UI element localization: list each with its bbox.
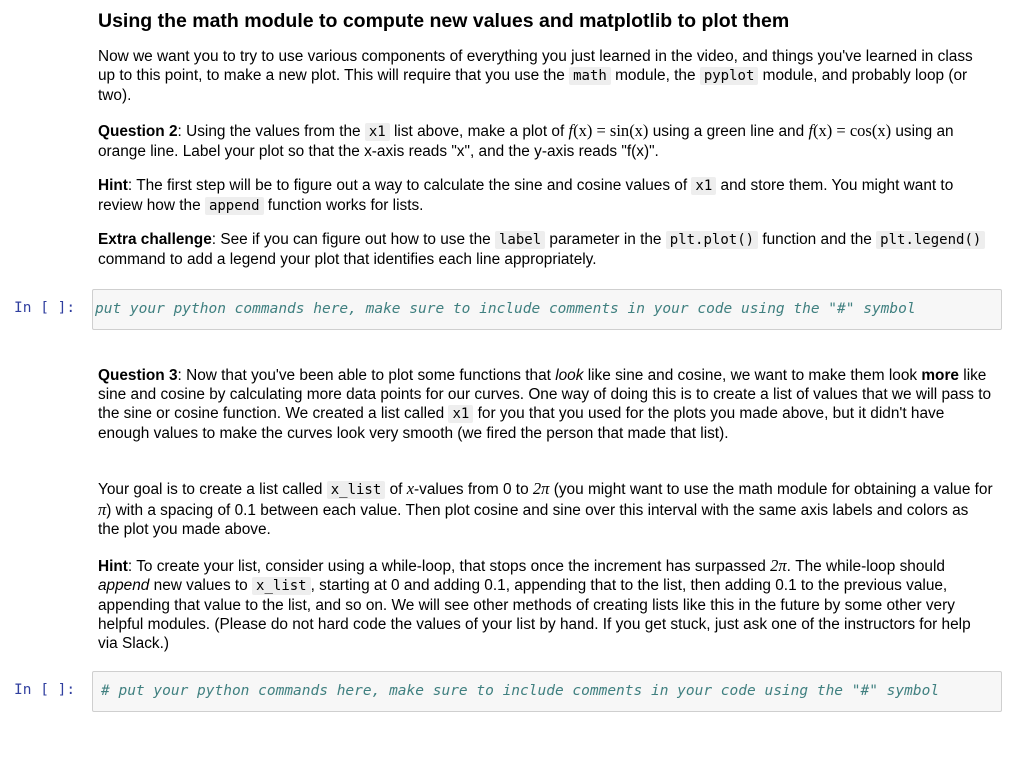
code-cell-1-text[interactable]: put your python commands here, make sure to include comments in your code using the "#" symbol bbox=[95, 301, 916, 317]
inline-code-x-list: x_list bbox=[327, 481, 386, 499]
hint1-text-2: and store them. You might want to review how the bbox=[98, 177, 954, 214]
math-2pi: 2π bbox=[770, 556, 787, 575]
question-3-label: Question 3 bbox=[98, 367, 178, 384]
question-2-label: Question 2 bbox=[98, 123, 178, 140]
code-cell-2-text[interactable]: # put your python commands here, make sure to include comments in your code using the "#" symbol bbox=[101, 683, 940, 699]
q2-text-3: using a green line and bbox=[648, 123, 809, 140]
goal-text-2: of bbox=[385, 481, 407, 498]
q3-text-4: for you that you used for the plots you made above, but it didn't have enough values to make the curves look very smooth (we fired the person that made that list). bbox=[98, 405, 945, 442]
formula-cos: f(x) = cos(x) bbox=[808, 121, 892, 140]
inline-code-x1: x1 bbox=[691, 177, 716, 195]
hint2-text-4: , starting at 0 and adding 0.1, appending that to the list, then adding 0.1 to the previous value, appending that value to the list, and so on. We will see other methods of creating lists like this in the future by some other very helpful modules. (Please do not hard code the values of your list by hand. If you get stuck, just ask one of the instructors for help via Slack.) bbox=[98, 577, 971, 652]
inline-code-pyplot: pyplot bbox=[700, 67, 759, 85]
inline-code-plt-legend: plt.legend() bbox=[876, 231, 985, 249]
inline-code-x-list: x_list bbox=[252, 577, 311, 595]
inline-code-label: label bbox=[495, 231, 545, 249]
intro-text-2: module, the bbox=[610, 67, 700, 84]
goal-text-5: ) with a spacing of 0.1 between each value. Then plot cosine and sine over this interval with the same axis labels and colors as the plot you made above. bbox=[98, 502, 969, 538]
inline-code-append: append bbox=[205, 197, 264, 215]
math-x: x bbox=[406, 479, 415, 498]
section-title: Using the math module to compute new values and matplotlib to plot them bbox=[98, 10, 790, 32]
question-3-paragraph bbox=[98, 366, 993, 443]
hint-1-label: Hint bbox=[98, 177, 128, 194]
goal-paragraph bbox=[98, 479, 993, 539]
hint-2-label: Hint bbox=[98, 558, 128, 575]
hint-2-paragraph bbox=[98, 556, 993, 653]
math-pi: π bbox=[98, 500, 107, 519]
q2-text-1: : Using the values from the bbox=[177, 123, 365, 140]
hint-1-paragraph bbox=[98, 176, 993, 216]
goal-text-4: (you might want to use the math module for obtaining a value for bbox=[549, 481, 993, 498]
q3-text-2: like sine and cosine, we want to make them look bbox=[583, 367, 922, 384]
extra-challenge-paragraph bbox=[98, 230, 993, 269]
math-2pi: 2π bbox=[532, 479, 550, 498]
hint2-text-3: new values to bbox=[149, 577, 253, 594]
hint1-text-3: function works for lists. bbox=[263, 197, 424, 214]
goal-text-3: -values from 0 to bbox=[414, 481, 533, 498]
q3-emphasis-look: look bbox=[555, 367, 584, 384]
q2-text-4: using an orange line. Label your plot so that the x-axis reads "x", and the y-axis reads "f(x)". bbox=[98, 123, 954, 160]
intro-text-1: Now we want you to try to use various components of everything you just learned in the video, and things you've learned in class up to this point, to make a new plot. This will require that you use the bbox=[98, 48, 973, 84]
intro-paragraph bbox=[98, 47, 993, 105]
goal-text-1: Your goal is to create a list called bbox=[98, 481, 327, 498]
hint2-emphasis-append: append bbox=[98, 577, 150, 594]
cell-2-prompt: In [ ]: bbox=[14, 682, 76, 698]
hint2-text-1: : To create your list, consider using a while-loop, that stops once the increment has surpassed bbox=[127, 558, 771, 575]
extra-challenge-label: Extra challenge bbox=[98, 231, 212, 248]
q3-text-1: : Now that you've been able to plot some functions that bbox=[177, 367, 556, 384]
extra-text-1: : See if you can figure out how to use the bbox=[211, 231, 495, 248]
extra-text-3: function and the bbox=[758, 231, 877, 248]
q3-text-3: like sine and cosine by calculating more data points for our curves. One way of doing this is to create a list of values that we will pass to the sine or cosine function. We created a list called bbox=[98, 367, 992, 422]
extra-text-2: parameter in the bbox=[545, 231, 666, 248]
cell-1-prompt: In [ ]: bbox=[14, 300, 76, 316]
q3-bold-more: more bbox=[921, 367, 959, 384]
q2-text-2: list above, make a plot of bbox=[389, 123, 569, 140]
inline-code-plt-plot: plt.plot() bbox=[666, 231, 758, 249]
hint1-text-1: : The first step will be to figure out a way to calculate the sine and cosine values of bbox=[127, 177, 692, 194]
inline-code-x1: x1 bbox=[365, 123, 390, 141]
extra-text-4: command to add a legend your plot that identifies each line appropriately. bbox=[98, 251, 597, 268]
inline-code-x1: x1 bbox=[448, 405, 473, 423]
code-cell-1[interactable] bbox=[92, 289, 1002, 330]
inline-code-math: math bbox=[569, 67, 611, 85]
code-cell-2[interactable] bbox=[92, 671, 1002, 712]
formula-sin: f(x) = sin(x) bbox=[568, 121, 649, 140]
intro-text-3: module, and probably loop (or two). bbox=[98, 67, 968, 104]
question-2-paragraph bbox=[98, 121, 993, 161]
hint2-text-2: . The while-loop should bbox=[786, 558, 945, 575]
